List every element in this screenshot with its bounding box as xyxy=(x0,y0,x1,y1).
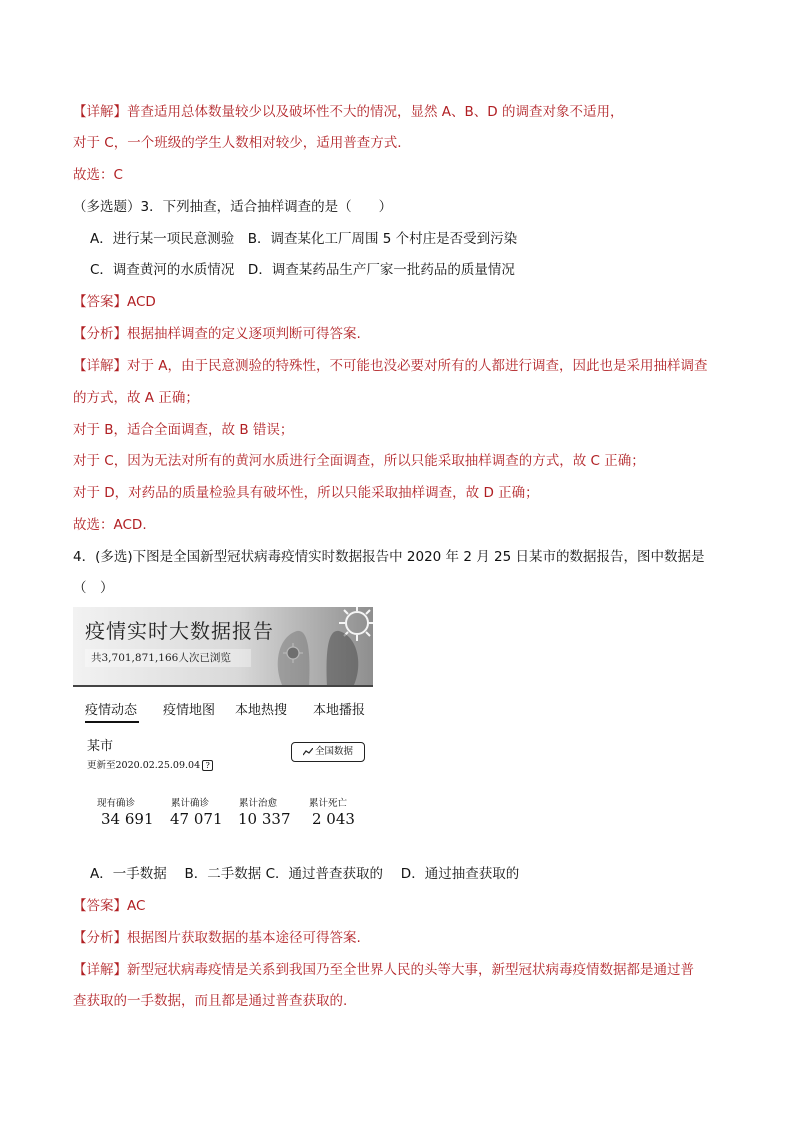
q4-detail-1 xyxy=(73,960,694,980)
q3-options-2: C．调查黄河的水质情况 D．调查某药品生产厂家一批药品的质量情况 xyxy=(90,262,515,278)
answer-tag: 【答案】 xyxy=(73,294,127,310)
lungs-silhouette-icon xyxy=(263,617,373,687)
stat-label-deaths: 累计死亡 xyxy=(309,798,348,809)
q3-detail-5: 对于 D，对药品的质量检验具有破坏性，所以只能采取抽样调查，故 D 正确； xyxy=(73,485,539,501)
view-count: 共3,701,871,166人次已浏览 xyxy=(85,649,251,667)
q4-detail-2: 查获取的一手数据，而且都是通过普查获取的. xyxy=(73,993,348,1009)
q3-answer xyxy=(73,292,156,312)
question-4-line-2: （ ） xyxy=(73,580,114,596)
active-tab-indicator xyxy=(85,721,139,723)
q4-answer xyxy=(73,896,145,916)
report-tabs xyxy=(73,695,373,725)
question-3: （多选题）3．下列抽查，适合抽样调查的是（ ） xyxy=(73,199,393,215)
q4-options: A．一手数据 B．二手数据 C．通过普查获取的 D．通过抽查获取的 xyxy=(90,866,520,882)
stat-value-current: 34 691 xyxy=(101,810,154,828)
q3-options-1: A．进行某一项民意测验 B．调查某化工厂周围 5 个村庄是否受到污染 xyxy=(90,231,518,247)
stat-value-deaths: 2 043 xyxy=(312,810,355,828)
report-banner xyxy=(73,607,373,687)
tab-epidemic-news[interactable]: 疫情动态 xyxy=(85,703,138,718)
detail-text: 新型冠状病毒疫情是关系到我国乃至全世界人民的头等大事，新型冠状病毒疫情数据都是通过普 xyxy=(127,962,694,978)
detail-text: 对于 A，由于民意测验的特殊性，不可能也没必要对所有的人都进行调查，因此也是采用抽样调查 xyxy=(127,358,708,374)
update-time xyxy=(87,757,213,771)
detail-tag: 【详解】 xyxy=(73,962,127,978)
q3-detail-2: 的方式，故 A 正确； xyxy=(73,390,199,406)
tab-local-hot-search[interactable]: 本地热搜 xyxy=(235,703,288,718)
stat-label-current: 现有确诊 xyxy=(97,798,136,809)
tab-epidemic-map[interactable]: 疫情地图 xyxy=(163,703,216,718)
report-title: 疫情实时大数据报告 xyxy=(85,619,274,643)
update-time-text: 更新至2020.02.25.09.04 xyxy=(87,760,201,771)
analysis-tag: 【分析】 xyxy=(73,930,127,946)
analysis-text: 根据抽样调查的定义逐项判断可得答案. xyxy=(127,326,361,342)
detail-tag: 【详解】 xyxy=(73,358,127,374)
stat-value-cumulative: 47 071 xyxy=(170,810,223,828)
q3-analysis xyxy=(73,324,361,344)
stat-label-cumulative: 累计确诊 xyxy=(171,798,210,809)
analysis-text: 根据图片获取数据的基本途径可得答案. xyxy=(127,930,361,946)
q3-detail-1 xyxy=(73,356,708,376)
national-data-label: 全国数据 xyxy=(314,746,353,757)
national-data-button[interactable] xyxy=(291,742,365,762)
detail-line-2: 对于 C，一个班级的学生人数相对较少，适用普查方式. xyxy=(73,135,402,151)
q4-analysis xyxy=(73,928,361,948)
detail-tag: 【详解】 xyxy=(73,104,127,120)
answer-value: ACD xyxy=(127,294,156,310)
answer-tag: 【答案】 xyxy=(73,898,127,914)
tab-local-broadcast[interactable]: 本地播报 xyxy=(313,703,366,718)
stat-value-cured: 10 337 xyxy=(238,810,291,828)
paragraph-detail-q2 xyxy=(73,102,623,122)
q3-choice: 故选：ACD. xyxy=(73,517,147,533)
trend-chart-icon xyxy=(303,748,313,756)
analysis-tag: 【分析】 xyxy=(73,326,127,342)
detail-text: 普查适用总体数量较少以及破坏性不大的情况，显然 A、B、D 的调查对象不适用， xyxy=(127,104,624,120)
q3-detail-3: 对于 B，适合全面调查，故 B 错误； xyxy=(73,422,294,438)
banner-divider xyxy=(73,685,373,687)
city-name: 某市 xyxy=(87,739,114,754)
stat-label-cured: 累计治愈 xyxy=(239,798,278,809)
answer-value: AC xyxy=(127,898,146,914)
question-4-line-1: 4．(多选)下图是全国新型冠状病毒疫情实时数据报告中 2020 年 2 月 25 日某市的数据报告，图中数据是 xyxy=(73,549,705,565)
q3-detail-4: 对于 C，因为无法对所有的黄河水质进行全面调查，所以只能采取抽样调查的方式，故 C 正确； xyxy=(73,453,645,469)
choice-line: 故选：C xyxy=(73,167,123,183)
epidemic-report-image xyxy=(73,607,373,839)
help-icon[interactable]: ? xyxy=(202,760,213,771)
